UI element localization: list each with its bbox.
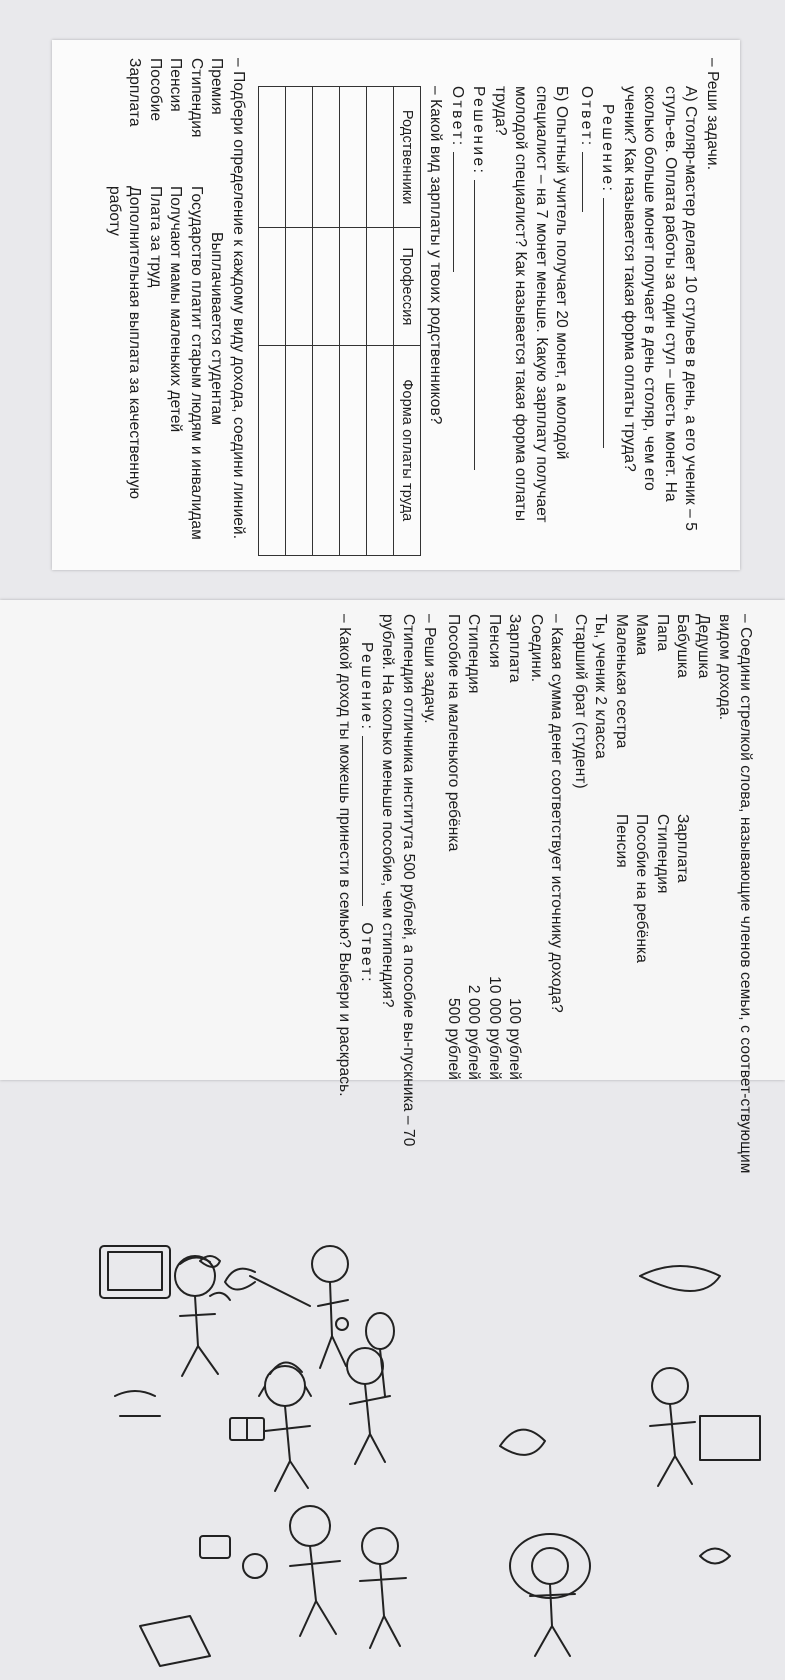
answer-label: Ответ:: [578, 86, 595, 148]
answer-line[interactable]: [582, 152, 596, 212]
match-row[interactable]: [145, 58, 166, 542]
scholarship-solution: [356, 614, 377, 1080]
term: Пособие: [147, 58, 164, 122]
solution-line-3[interactable]: [362, 736, 376, 906]
amount-row[interactable]: [463, 614, 484, 1080]
amount-row[interactable]: [484, 614, 505, 1080]
col-profession: Профессия: [394, 228, 421, 345]
answer-label-2: Ответ:: [449, 86, 466, 148]
income-source: Зарплата: [506, 614, 524, 683]
table-row[interactable]: [367, 87, 394, 556]
amount: 100 рублей: [506, 997, 524, 1080]
task-a-solution: [597, 58, 618, 542]
amount-row[interactable]: [504, 614, 525, 1080]
family-member: Ты, ученик 2 класса: [592, 614, 610, 759]
task-a: А) Столяр-мастер делает 10 стульев в день, а его ученик – 5 стуль-ев. Оплата работы за один стул – шесть монет. На сколько больше монет получает в день столяр, чем его ученик? Как называется такая форма оплаты труда?: [621, 86, 700, 531]
children-illustration: [80, 1236, 785, 1680]
relatives-table: [258, 86, 421, 556]
task-a-answer: [576, 58, 597, 542]
family-member: Маленькая сестра: [613, 614, 630, 749]
family-row[interactable]: [672, 614, 693, 1080]
definition: Выплачивается студентам: [208, 232, 226, 426]
dancing-girl-figure: [500, 1430, 590, 1656]
income-type: [693, 814, 714, 1080]
income-type: Пособие на ребёнка: [633, 814, 651, 963]
amount: 10 000 рублей: [486, 976, 503, 1080]
solution-label-3: Решение:: [358, 642, 375, 732]
book-icon: [200, 1536, 230, 1558]
match-row[interactable]: [165, 58, 186, 542]
boy-computer-figure: [100, 1246, 218, 1376]
definition: Получают мамы маленьких детей: [167, 186, 185, 433]
amount-heading: – Какая сумма денег соответствует источнику дохода? Соедини.: [528, 614, 566, 1013]
left-page-content: [52, 40, 740, 570]
ball-icon: [243, 1554, 267, 1578]
connect-heading: – Соедини стрелкой слова, называющие членов семьи, с соответ-ствующим видом дохода.: [716, 614, 754, 1174]
col-pay-form: Форма оплаты труда: [394, 345, 421, 555]
table-row[interactable]: [340, 87, 367, 556]
left-page: [52, 40, 740, 570]
relatives-question: – Какой вид зарплаты у твоих родственников?: [427, 86, 445, 425]
term: Пенсия: [167, 58, 185, 112]
right-page-content: [0, 600, 785, 1174]
income-type: Зарплата: [674, 814, 692, 883]
term: Премия: [208, 58, 226, 115]
match-heading: – Подбери определение к каждому виду дохода, соедини линией.: [230, 58, 247, 540]
income-source: Стипендия: [465, 614, 483, 694]
sweeping-boy-figure: [200, 1246, 348, 1368]
solution-line-2[interactable]: [475, 180, 489, 470]
solution-label: Решение:: [599, 104, 617, 194]
income-source: Пенсия: [486, 614, 503, 668]
income-type: Пенсия: [613, 814, 630, 868]
scholarship-task: Стипендия отличника института 500 рублей, а пособие вы-пускника – 70 рублей. На сколько меньше пособие, чем стипендия?: [379, 614, 417, 1147]
task-b-solution: [468, 58, 489, 542]
term: Зарплата: [126, 58, 144, 127]
family-member: Мама: [633, 614, 651, 656]
definition: Государство платит старым людям и инвалидам: [188, 186, 205, 540]
task-b: Б) Опытный учитель получает 20 монет, а молодой специалист – на 7 монет меньше. Какую зарплату получает молодой специалист? Как называется такая форма оплаты труда?: [492, 86, 571, 523]
last-question: – Какой доход ты можешь принести в семью? Выбери и раскрась.: [336, 614, 354, 1097]
family-member: Старший брат (студент): [572, 614, 589, 789]
amount: 2 000 рублей: [465, 984, 483, 1080]
amount: 500 рублей: [445, 997, 462, 1080]
family-member: Дедушка: [695, 614, 712, 679]
family-row[interactable]: [590, 614, 611, 1080]
amount-row[interactable]: [443, 614, 464, 1080]
family-member: Папа: [654, 614, 671, 652]
family-row[interactable]: [693, 614, 714, 1080]
karate-kids-figure: [290, 1506, 406, 1648]
task-b-answer: [447, 58, 468, 542]
answer-line-2[interactable]: [453, 152, 467, 272]
painting-boy-figure: [640, 1266, 760, 1486]
income-type: Стипендия: [654, 814, 671, 894]
match-row[interactable]: [186, 58, 207, 542]
col-relatives: Родственники: [394, 87, 421, 228]
income-type: [590, 814, 611, 1080]
definition: Плата за труд: [147, 186, 164, 288]
match-row[interactable]: [206, 58, 227, 542]
solution-label-2: Решение:: [470, 86, 488, 176]
family-row[interactable]: [652, 614, 673, 1080]
income-type: [570, 814, 591, 1080]
tennis-boy-figure: [336, 1313, 394, 1464]
solve-heading: – Реши задачи.: [704, 58, 721, 171]
table-row[interactable]: [313, 87, 340, 556]
solution-line[interactable]: [604, 198, 618, 448]
table-row[interactable]: [286, 87, 313, 556]
income-source: Пособие на маленького ребёнка: [445, 614, 462, 852]
answer-label-3: Ответ:: [358, 922, 375, 985]
family-row[interactable]: [631, 614, 652, 1080]
right-page: [0, 600, 785, 1174]
term: Стипендия: [188, 58, 205, 138]
solve-heading-2: – Реши задачу.: [421, 614, 439, 724]
family-row[interactable]: [570, 614, 591, 1080]
table-row[interactable]: [259, 87, 286, 556]
family-member: Бабушка: [674, 614, 692, 678]
definition: Дополнительная выплата за качественную работу: [106, 186, 144, 500]
match-row[interactable]: [104, 58, 145, 542]
family-row[interactable]: [611, 614, 632, 1080]
reading-girl-figure: [230, 1362, 311, 1491]
